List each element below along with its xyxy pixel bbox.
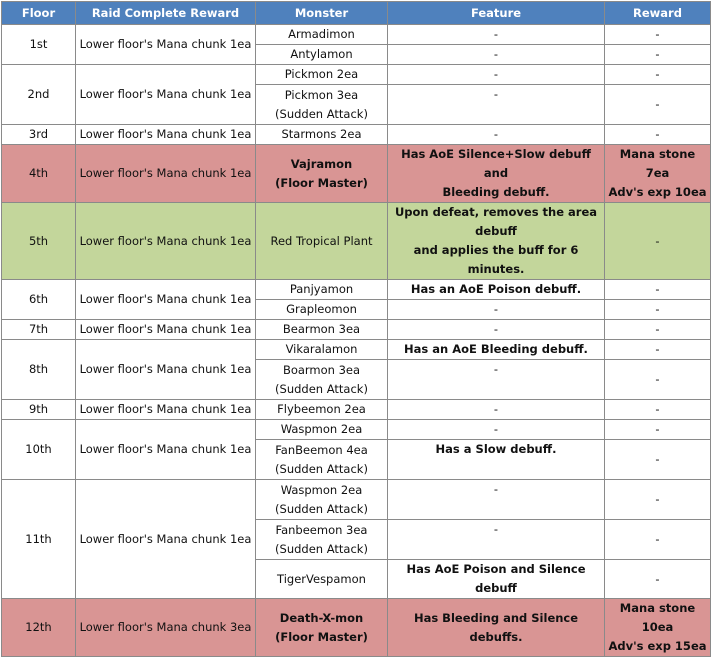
reward-cell-line: Adv's exp 10ea xyxy=(608,185,707,199)
monster-cell-line: (Floor Master) xyxy=(275,175,368,190)
monster-cell-line: Boarmon 3ea xyxy=(282,362,361,377)
floor-cell: 6th xyxy=(2,280,76,320)
monster-cell-line: (Floor Master) xyxy=(275,629,368,644)
feature-cell xyxy=(388,25,605,45)
table-row xyxy=(2,65,711,85)
monster-cell xyxy=(256,320,388,340)
floor-cell: 5th xyxy=(2,203,76,280)
reward-cell xyxy=(605,340,711,360)
floor-cell: 10th xyxy=(2,420,76,480)
table-row xyxy=(2,340,711,360)
table-row xyxy=(2,400,711,420)
monster-cell-line: TigerVespamon xyxy=(277,571,366,586)
monster-cell xyxy=(256,65,388,85)
feature-cell xyxy=(388,599,605,657)
monster-cell-line: Waspmon 2ea xyxy=(280,482,363,497)
header-feature: Feature xyxy=(388,2,605,25)
monster-cell-line: Flybeemon 2ea xyxy=(277,402,366,416)
floor-cell: 2nd xyxy=(2,65,76,125)
feature-cell xyxy=(388,85,605,125)
monster-cell xyxy=(256,45,388,65)
monster-cell-line: Armadimon xyxy=(288,27,355,41)
monster-cell-line: FanBeemon 4ea xyxy=(275,442,368,457)
table-row xyxy=(2,599,711,657)
feature-cell xyxy=(388,480,605,520)
floor-cell: 11th xyxy=(2,480,76,599)
reward-cell xyxy=(605,85,711,125)
floor-cell: 4th xyxy=(2,145,76,203)
monster-cell xyxy=(256,280,388,300)
reward-cell-line: Mana stone 10ea xyxy=(619,601,696,634)
monster-cell-line: (Sudden Attack) xyxy=(275,501,368,516)
header-monster: Monster xyxy=(256,2,388,25)
reward-cell xyxy=(605,599,711,657)
raid-reward-cell: Lower floor's Mana chunk 1ea xyxy=(76,25,256,65)
feature-cell xyxy=(388,45,605,65)
monster-cell-line: Bearmon 3ea xyxy=(282,322,361,336)
feature-cell xyxy=(388,125,605,145)
reward-cell-line: - xyxy=(655,127,660,141)
reward-cell xyxy=(605,560,711,599)
raid-reward-cell: Lower floor's Mana chunk 1ea xyxy=(76,280,256,320)
feature-cell-line: Has AoE Silence+Slow debuff and xyxy=(401,147,591,180)
reward-cell xyxy=(605,45,711,65)
feature-cell-line: - xyxy=(493,302,499,316)
table-row xyxy=(2,25,711,45)
monster-cell xyxy=(256,203,388,280)
feature-cell-line: - xyxy=(493,127,499,141)
monster-cell xyxy=(256,420,388,440)
feature-cell xyxy=(388,280,605,300)
floor-cell: 7th xyxy=(2,320,76,340)
table-row xyxy=(2,145,711,203)
reward-cell xyxy=(605,480,711,520)
raid-reward-cell: Lower floor's Mana chunk 1ea xyxy=(76,400,256,420)
monster-cell xyxy=(256,25,388,45)
reward-cell xyxy=(605,65,711,85)
table-row xyxy=(2,125,711,145)
raid-reward-cell: Lower floor's Mana chunk 1ea xyxy=(76,320,256,340)
reward-cell xyxy=(605,440,711,480)
raid-reward-cell: Lower floor's Mana chunk 1ea xyxy=(76,340,256,400)
feature-cell-line: Has an AoE Poison debuff. xyxy=(410,282,582,296)
reward-cell xyxy=(605,320,711,340)
feature-cell xyxy=(388,360,605,400)
feature-cell-line: and applies the buff for 6 minutes. xyxy=(413,243,579,276)
reward-cell-line: - xyxy=(655,97,660,111)
raid-reward-cell: Lower floor's Mana chunk 1ea xyxy=(76,145,256,203)
table-body xyxy=(2,25,711,657)
reward-cell-line: - xyxy=(655,532,660,546)
feature-cell xyxy=(388,203,605,280)
reward-cell-line: - xyxy=(655,452,660,466)
reward-cell xyxy=(605,420,711,440)
reward-cell-line: - xyxy=(655,27,660,41)
monster-cell-line: Red Tropical Plant xyxy=(270,233,373,248)
monster-cell xyxy=(256,360,388,400)
feature-cell-line: - xyxy=(493,322,499,336)
table-row xyxy=(2,203,711,280)
reward-cell-line: - xyxy=(655,342,660,356)
feature-cell-line: - xyxy=(493,87,499,101)
monster-cell-line: Grapleomon xyxy=(286,302,357,316)
reward-cell-line: Mana stone 7ea xyxy=(619,147,696,180)
reward-cell-line: - xyxy=(655,282,660,296)
reward-cell-line: - xyxy=(655,322,660,336)
feature-cell xyxy=(388,420,605,440)
monster-cell xyxy=(256,480,388,520)
monster-cell-line: Panjyamon xyxy=(289,282,354,296)
feature-cell-line: - xyxy=(493,362,499,376)
floor-cell: 9th xyxy=(2,400,76,420)
reward-cell xyxy=(605,400,711,420)
feature-cell xyxy=(388,65,605,85)
reward-cell xyxy=(605,25,711,45)
reward-cell xyxy=(605,300,711,320)
header-floor: Floor xyxy=(2,2,76,25)
monster-cell xyxy=(256,340,388,360)
monster-cell-line: Vajramon xyxy=(290,156,353,171)
monster-cell-line: (Sudden Attack) xyxy=(275,461,368,476)
reward-cell-line: - xyxy=(655,233,660,248)
feature-cell-line: Has AoE Poison and Silence debuff xyxy=(406,562,586,595)
monster-cell-line: Fanbeemon 3ea xyxy=(275,522,368,537)
raid-reward-cell: Lower floor's Mana chunk 1ea xyxy=(76,125,256,145)
table-row xyxy=(2,420,711,440)
reward-cell-line: - xyxy=(655,492,660,506)
floor-cell: 12th xyxy=(2,599,76,657)
monster-cell xyxy=(256,599,388,657)
feature-cell-line: - xyxy=(493,482,499,496)
header-raid-complete-reward: Raid Complete Reward xyxy=(76,2,256,25)
table-row xyxy=(2,280,711,300)
monster-cell-line: Starmons 2ea xyxy=(281,127,362,141)
raid-reward-cell: Lower floor's Mana chunk 1ea xyxy=(76,203,256,280)
reward-cell xyxy=(605,125,711,145)
feature-cell xyxy=(388,300,605,320)
table-row xyxy=(2,320,711,340)
feature-cell-line: - xyxy=(493,422,499,436)
feature-cell xyxy=(388,340,605,360)
monster-cell-line: Vikaralamon xyxy=(285,342,358,356)
feature-cell xyxy=(388,560,605,599)
feature-cell xyxy=(388,520,605,560)
feature-cell-line: - xyxy=(493,47,499,61)
monster-cell-line: Pickmon 3ea xyxy=(284,87,359,102)
monster-cell-line: Antylamon xyxy=(290,47,353,61)
monster-cell-line: (Sudden Attack) xyxy=(275,541,368,556)
feature-cell-line: Has an AoE Bleeding debuff. xyxy=(404,342,588,356)
monster-cell-line: (Sudden Attack) xyxy=(275,106,368,121)
feature-cell-line: - xyxy=(493,27,499,41)
feature-cell-line: - xyxy=(493,402,499,416)
reward-cell xyxy=(605,280,711,300)
header-row xyxy=(2,2,711,25)
reward-cell-line: - xyxy=(655,372,660,386)
floor-cell: 1st xyxy=(2,25,76,65)
raid-reward-cell: Lower floor's Mana chunk 1ea xyxy=(76,420,256,480)
floor-cell: 8th xyxy=(2,340,76,400)
floor-cell: 3rd xyxy=(2,125,76,145)
monster-cell xyxy=(256,440,388,480)
raid-reward-cell: Lower floor's Mana chunk 3ea xyxy=(76,599,256,657)
feature-cell xyxy=(388,400,605,420)
reward-cell xyxy=(605,360,711,400)
raid-floor-table xyxy=(1,1,711,657)
feature-cell-line: Upon defeat, removes the area debuff xyxy=(394,205,598,238)
monster-cell-line: Waspmon 2ea xyxy=(280,422,363,436)
feature-cell-line: - xyxy=(493,522,499,536)
monster-cell xyxy=(256,145,388,203)
feature-cell-line: - xyxy=(493,67,499,81)
feature-cell xyxy=(388,320,605,340)
monster-cell xyxy=(256,520,388,560)
reward-cell xyxy=(605,520,711,560)
feature-cell-line: Has Bleeding and Silence debuffs. xyxy=(413,610,579,644)
raid-reward-cell: Lower floor's Mana chunk 1ea xyxy=(76,480,256,599)
reward-cell-line: - xyxy=(655,422,660,436)
feature-cell xyxy=(388,440,605,480)
feature-cell-line: Bleeding debuff. xyxy=(442,185,550,199)
reward-cell-line: - xyxy=(655,302,660,316)
monster-cell-line: Pickmon 2ea xyxy=(284,67,359,81)
monster-cell xyxy=(256,560,388,599)
reward-cell xyxy=(605,203,711,280)
feature-cell xyxy=(388,145,605,203)
table-row xyxy=(2,480,711,520)
reward-cell-line: - xyxy=(655,402,660,416)
monster-cell xyxy=(256,85,388,125)
reward-cell xyxy=(605,145,711,203)
header-reward: Reward xyxy=(605,2,711,25)
monster-cell xyxy=(256,300,388,320)
reward-cell-line: - xyxy=(655,67,660,81)
feature-cell-line: Has a Slow debuff. xyxy=(435,442,557,456)
monster-cell-line: (Sudden Attack) xyxy=(275,381,368,396)
reward-cell-line: Adv's exp 15ea xyxy=(608,639,707,653)
raid-reward-cell: Lower floor's Mana chunk 1ea xyxy=(76,65,256,125)
monster-cell xyxy=(256,400,388,420)
monster-cell xyxy=(256,125,388,145)
reward-cell-line: - xyxy=(655,47,660,61)
reward-cell-line: - xyxy=(655,571,660,586)
monster-cell-line: Death-X-mon xyxy=(279,610,364,625)
